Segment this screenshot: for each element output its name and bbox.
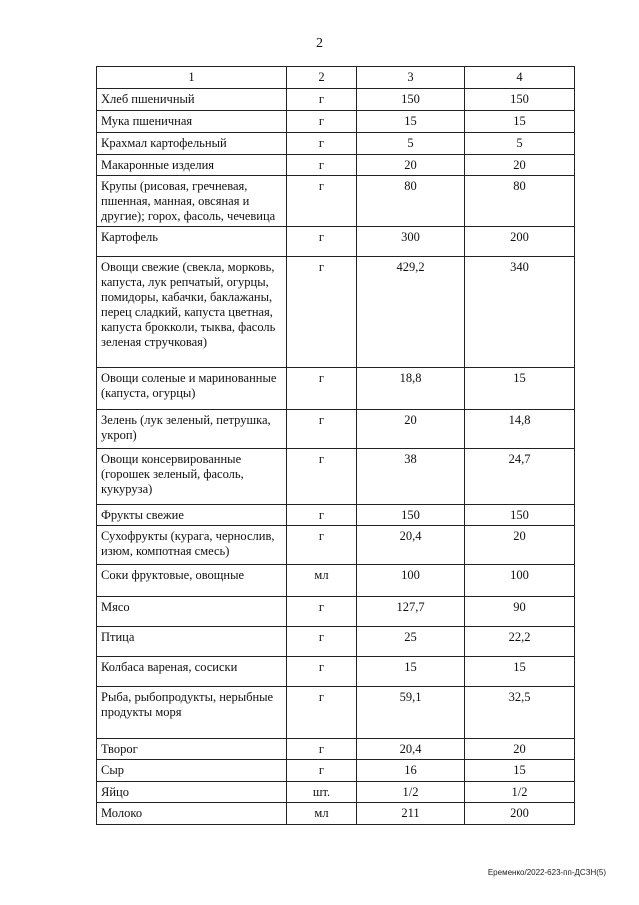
value-cell: 15 [357, 111, 465, 133]
value-cell: 200 [465, 803, 575, 825]
value-cell: 5 [465, 133, 575, 155]
product-name-cell: Зелень (лук зеленый, петрушка, укроп) [97, 410, 287, 449]
value-cell: 80 [357, 176, 465, 227]
unit-cell: г [287, 597, 357, 627]
value-cell: 14,8 [465, 410, 575, 449]
value-cell: 90 [465, 597, 575, 627]
product-name-cell: Птица [97, 627, 287, 657]
value-cell: 150 [465, 505, 575, 526]
value-cell: 20,4 [357, 526, 465, 565]
table-row [97, 739, 575, 760]
value-cell: 18,8 [357, 368, 465, 410]
unit-cell: г [287, 505, 357, 526]
product-name-cell: Овощи соленые и маринованные (капуста, огурцы) [97, 368, 287, 410]
product-name-cell: Творог [97, 739, 287, 760]
value-cell: 1/2 [465, 782, 575, 803]
value-cell: 20 [357, 410, 465, 449]
product-name-cell: Яйцо [97, 782, 287, 803]
value-cell: 38 [357, 449, 465, 505]
table-row [97, 657, 575, 687]
product-name-cell: Хлеб пшеничный [97, 89, 287, 111]
value-cell: 150 [357, 89, 465, 111]
value-cell: 100 [465, 565, 575, 597]
value-cell: 211 [357, 803, 465, 825]
value-cell: 32,5 [465, 687, 575, 739]
unit-cell: г [287, 410, 357, 449]
product-name-cell: Рыба, рыбопродукты, нерыбные продукты моря [97, 687, 287, 739]
unit-cell: мл [287, 803, 357, 825]
unit-cell: г [287, 89, 357, 111]
table-row [97, 89, 575, 111]
value-cell: 20 [357, 155, 465, 176]
product-name-cell: Картофель [97, 227, 287, 257]
value-cell: 24,7 [465, 449, 575, 505]
product-name-cell: Фрукты свежие [97, 505, 287, 526]
table-row [97, 111, 575, 133]
product-name-cell: Овощи свежие (свекла, морковь, капуста, лук репчатый, огурцы, помидоры, кабачки, баклажаны, перец сладкий, капуста цветная, капуста брокколи, тыква, фасоль зеленая стручковая) [97, 257, 287, 368]
value-cell: 20 [465, 739, 575, 760]
table-header-row [97, 67, 575, 89]
table-row [97, 782, 575, 803]
product-name-cell: Овощи консервированные (горошек зеленый, фасоль, кукуруза) [97, 449, 287, 505]
unit-cell: г [287, 368, 357, 410]
value-cell: 20 [465, 155, 575, 176]
value-cell: 300 [357, 227, 465, 257]
table-row [97, 176, 575, 227]
document-code: Еременко/2022-623-пп-ДСЗН(5) [487, 868, 606, 877]
column-header: 4 [465, 67, 575, 89]
unit-cell: г [287, 687, 357, 739]
unit-cell: мл [287, 565, 357, 597]
value-cell: 15 [465, 760, 575, 782]
table-row [97, 505, 575, 526]
unit-cell: г [287, 155, 357, 176]
table-row [97, 155, 575, 176]
unit-cell: г [287, 449, 357, 505]
product-name-cell: Сухофрукты (курага, чернослив, изюм, компотная смесь) [97, 526, 287, 565]
table-row [97, 410, 575, 449]
table-row [97, 597, 575, 627]
table-row [97, 627, 575, 657]
unit-cell: г [287, 739, 357, 760]
unit-cell: г [287, 111, 357, 133]
column-header: 1 [97, 67, 287, 89]
unit-cell: г [287, 526, 357, 565]
unit-cell: г [287, 627, 357, 657]
table-row [97, 565, 575, 597]
table-row [97, 257, 575, 368]
value-cell: 15 [465, 657, 575, 687]
value-cell: 100 [357, 565, 465, 597]
table-row [97, 227, 575, 257]
table-row [97, 368, 575, 410]
value-cell: 340 [465, 257, 575, 368]
unit-cell: г [287, 133, 357, 155]
product-name-cell: Сыр [97, 760, 287, 782]
table-row [97, 526, 575, 565]
unit-cell: шт. [287, 782, 357, 803]
table-row [97, 760, 575, 782]
column-header: 2 [287, 67, 357, 89]
table-row [97, 687, 575, 739]
unit-cell: г [287, 176, 357, 227]
unit-cell: г [287, 257, 357, 368]
product-name-cell: Крупы (рисовая, гречневая, пшенная, манная, овсяная и другие); горох, фасоль, чечевица [97, 176, 287, 227]
value-cell: 150 [357, 505, 465, 526]
table-row [97, 449, 575, 505]
value-cell: 20 [465, 526, 575, 565]
value-cell: 15 [465, 111, 575, 133]
product-name-cell: Крахмал картофельный [97, 133, 287, 155]
food-norms-table [96, 66, 575, 825]
value-cell: 15 [357, 657, 465, 687]
product-name-cell: Макаронные изделия [97, 155, 287, 176]
value-cell: 150 [465, 89, 575, 111]
value-cell: 59,1 [357, 687, 465, 739]
unit-cell: г [287, 657, 357, 687]
unit-cell: г [287, 227, 357, 257]
product-name-cell: Мясо [97, 597, 287, 627]
product-name-cell: Молоко [97, 803, 287, 825]
value-cell: 80 [465, 176, 575, 227]
product-name-cell: Колбаса вареная, сосиски [97, 657, 287, 687]
value-cell: 25 [357, 627, 465, 657]
unit-cell: г [287, 760, 357, 782]
product-name-cell: Мука пшеничная [97, 111, 287, 133]
value-cell: 20,4 [357, 739, 465, 760]
table-row [97, 803, 575, 825]
value-cell: 15 [465, 368, 575, 410]
table-row [97, 133, 575, 155]
value-cell: 127,7 [357, 597, 465, 627]
value-cell: 22,2 [465, 627, 575, 657]
value-cell: 1/2 [357, 782, 465, 803]
column-header: 3 [357, 67, 465, 89]
product-name-cell: Соки фруктовые, овощные [97, 565, 287, 597]
page-number: 2 [316, 36, 323, 51]
value-cell: 16 [357, 760, 465, 782]
value-cell: 429,2 [357, 257, 465, 368]
value-cell: 200 [465, 227, 575, 257]
value-cell: 5 [357, 133, 465, 155]
